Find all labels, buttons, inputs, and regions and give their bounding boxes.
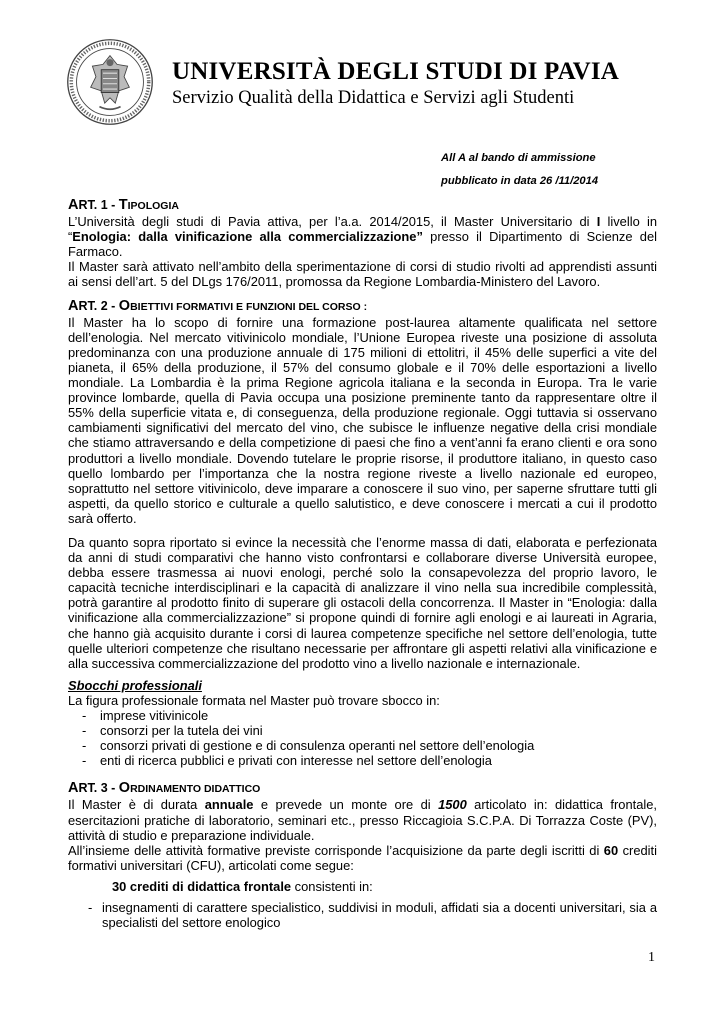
art3-paragraph-1: Il Master è di durata annuale e prevede un monte ore di 1500 articolato in: didattica frontale, esercitazioni pratiche di laboratorio, seminari etc., presso Riccagioia S.C.P.A. Di Torrazza Coste (PV), attività di studio e preparazione individuale.: [68, 797, 657, 843]
art2-heading: ART. 2 - OBIETTIVI FORMATIVI E FUNZIONI DEL CORSO :: [68, 297, 368, 314]
page-number: 1: [648, 950, 655, 965]
attachment-line-2: pubblicato in data 26 /11/2014: [441, 175, 599, 187]
list-item: - enti di ricerca pubblici e privati con interesse nel settore dell’enologia: [82, 753, 492, 769]
art3-paragraph-2: All’insieme delle attività formative previste corrisponde l’acquisizione da parte degli iscritti di 60 crediti formativi universitari (CFU), articolati come segue:: [68, 842, 657, 873]
list-item: - consorzi privati di gestione e di consulenza operanti nel settore dell’enologia: [82, 738, 535, 754]
list-item: - imprese vitivinicole: [82, 708, 209, 723]
university-title: UNIVERSITÀ DEGLI STUDI DI PAVIA: [172, 58, 620, 85]
university-seal-icon: [66, 38, 154, 126]
list-item: - consorzi per la tutela dei vini: [82, 723, 263, 739]
art2-paragraph-2: Da quanto sopra riportato si evince la necessità che l’enorme massa di dati, elaborata e perfezionata da anni di studi comparativi che hanno visto confrontarsi e collaborare diverse Università europee, debba essere trasmessa ai nuovi enologi, perché solo la consapevolezza del proprio lavoro, le capacità tecniche interdisciplinari e la capacità di analizzare il vino nella sua incredibile complessità, potrà garantire al prodotto finito di superare gli ostacoli della concorrenza. Il Master in “Enologia: dalla vinificazione alla commercializzazione” si propone quindi di fornire agli enologi e ai laureati in Agraria, che hanno già acquisito durante i corsi di laurea competenze specifiche nel settore dell’enologia, tutte quelle ulteriori competenze che risultano necessarie per affrontare gli aspetti relativi alla vinificazione e alla successiva commercializzazione del prodotto vino a livello nazionale e internazionale.: [68, 534, 657, 671]
frontale-list: [68, 900, 657, 930]
attachment-note: [441, 147, 641, 193]
frontale-line: 30 crediti di didattica frontale consistenti in:: [112, 878, 373, 894]
sbocchi-intro: La figura professionale formata nel Master può trovare sbocco in:: [68, 692, 440, 708]
sbocchi-list: [68, 708, 657, 768]
list-item: - insegnamenti di carattere specialistico, suddivisi in moduli, affidati sia a docenti universitari, sia a specialisti del settore enologico: [88, 900, 657, 931]
art1-heading: ART. 1 - TIPOLOGIA: [68, 197, 179, 213]
sbocchi-heading: Sbocchi professionali: [68, 677, 202, 693]
document-body: [68, 198, 657, 930]
attachment-line-1: All A al bando di ammissione: [441, 152, 596, 164]
art1-paragraph-2: Il Master sarà attivato nell’ambito della sperimentazione di corsi di studio rivolti ad apprendisti assunti ai sensi dell’art. 5 del DLgs 176/2011, promossa da Regione Lombardia-Ministero del Lavoro.: [68, 259, 657, 290]
art1-paragraph-1: L’Università degli studi di Pavia attiva, per l’a.a. 2014/2015, il Master Universitario di I livello in “Enologia: dalla vinificazione alla commercializzazione” presso il Dipartimento di Scienze del Farmaco.: [68, 214, 657, 260]
art2-paragraph-1: Il Master ha lo scopo di fornire una formazione post-laurea altamente qualificata nel settore dell’enologia. Nel mercato vitivinicolo mondiale, l’Unione Europea riveste una posizione di assoluta predominanza con una produzione annuale di 175 milioni di ettolitri, il 45% delle superfici a vite del pianeta, il 65% della produzione, il 57% del consumo globale e il 70% delle esportazioni a livello mondiale. La Lombardia è la prima Regione agricola italiana e la seconda in Europa. Tra le varie province lombarde, quella di Pavia occupa una posizione preminente tanto da rappresentare oltre il 55% della superficie vitata e, di conseguenza, della produzione regionale. Oggi tuttavia si osservano cambiamenti significativi del mercato del vino, che subisce le influenze negative della crisi mondiale che stiamo attraversando e della competizione di paesi che fino a vent’anni fa erano clienti e ora sono produttori a livello mondiale. Dovendo tutelare le proprie risorse, il produttore italiano, in questo caso quello lombardo per l’importanza che la nostra regione riveste a livello nazionale ed europeo, soprattutto nel settore vitivinicolo, deve imparare a conoscere il suo vino, per saperne sfruttare tutti gli aspetti, da quello storico e culturale a quello salutistico, e deve conoscere i mercati a cui il prodotto sarà offerto.: [68, 314, 657, 526]
art3-heading: ART. 3 - ORDINAMENTO DIDATTICO: [68, 780, 261, 797]
service-subtitle: Servizio Qualità della Didattica e Servizi agli Studenti: [172, 88, 575, 108]
